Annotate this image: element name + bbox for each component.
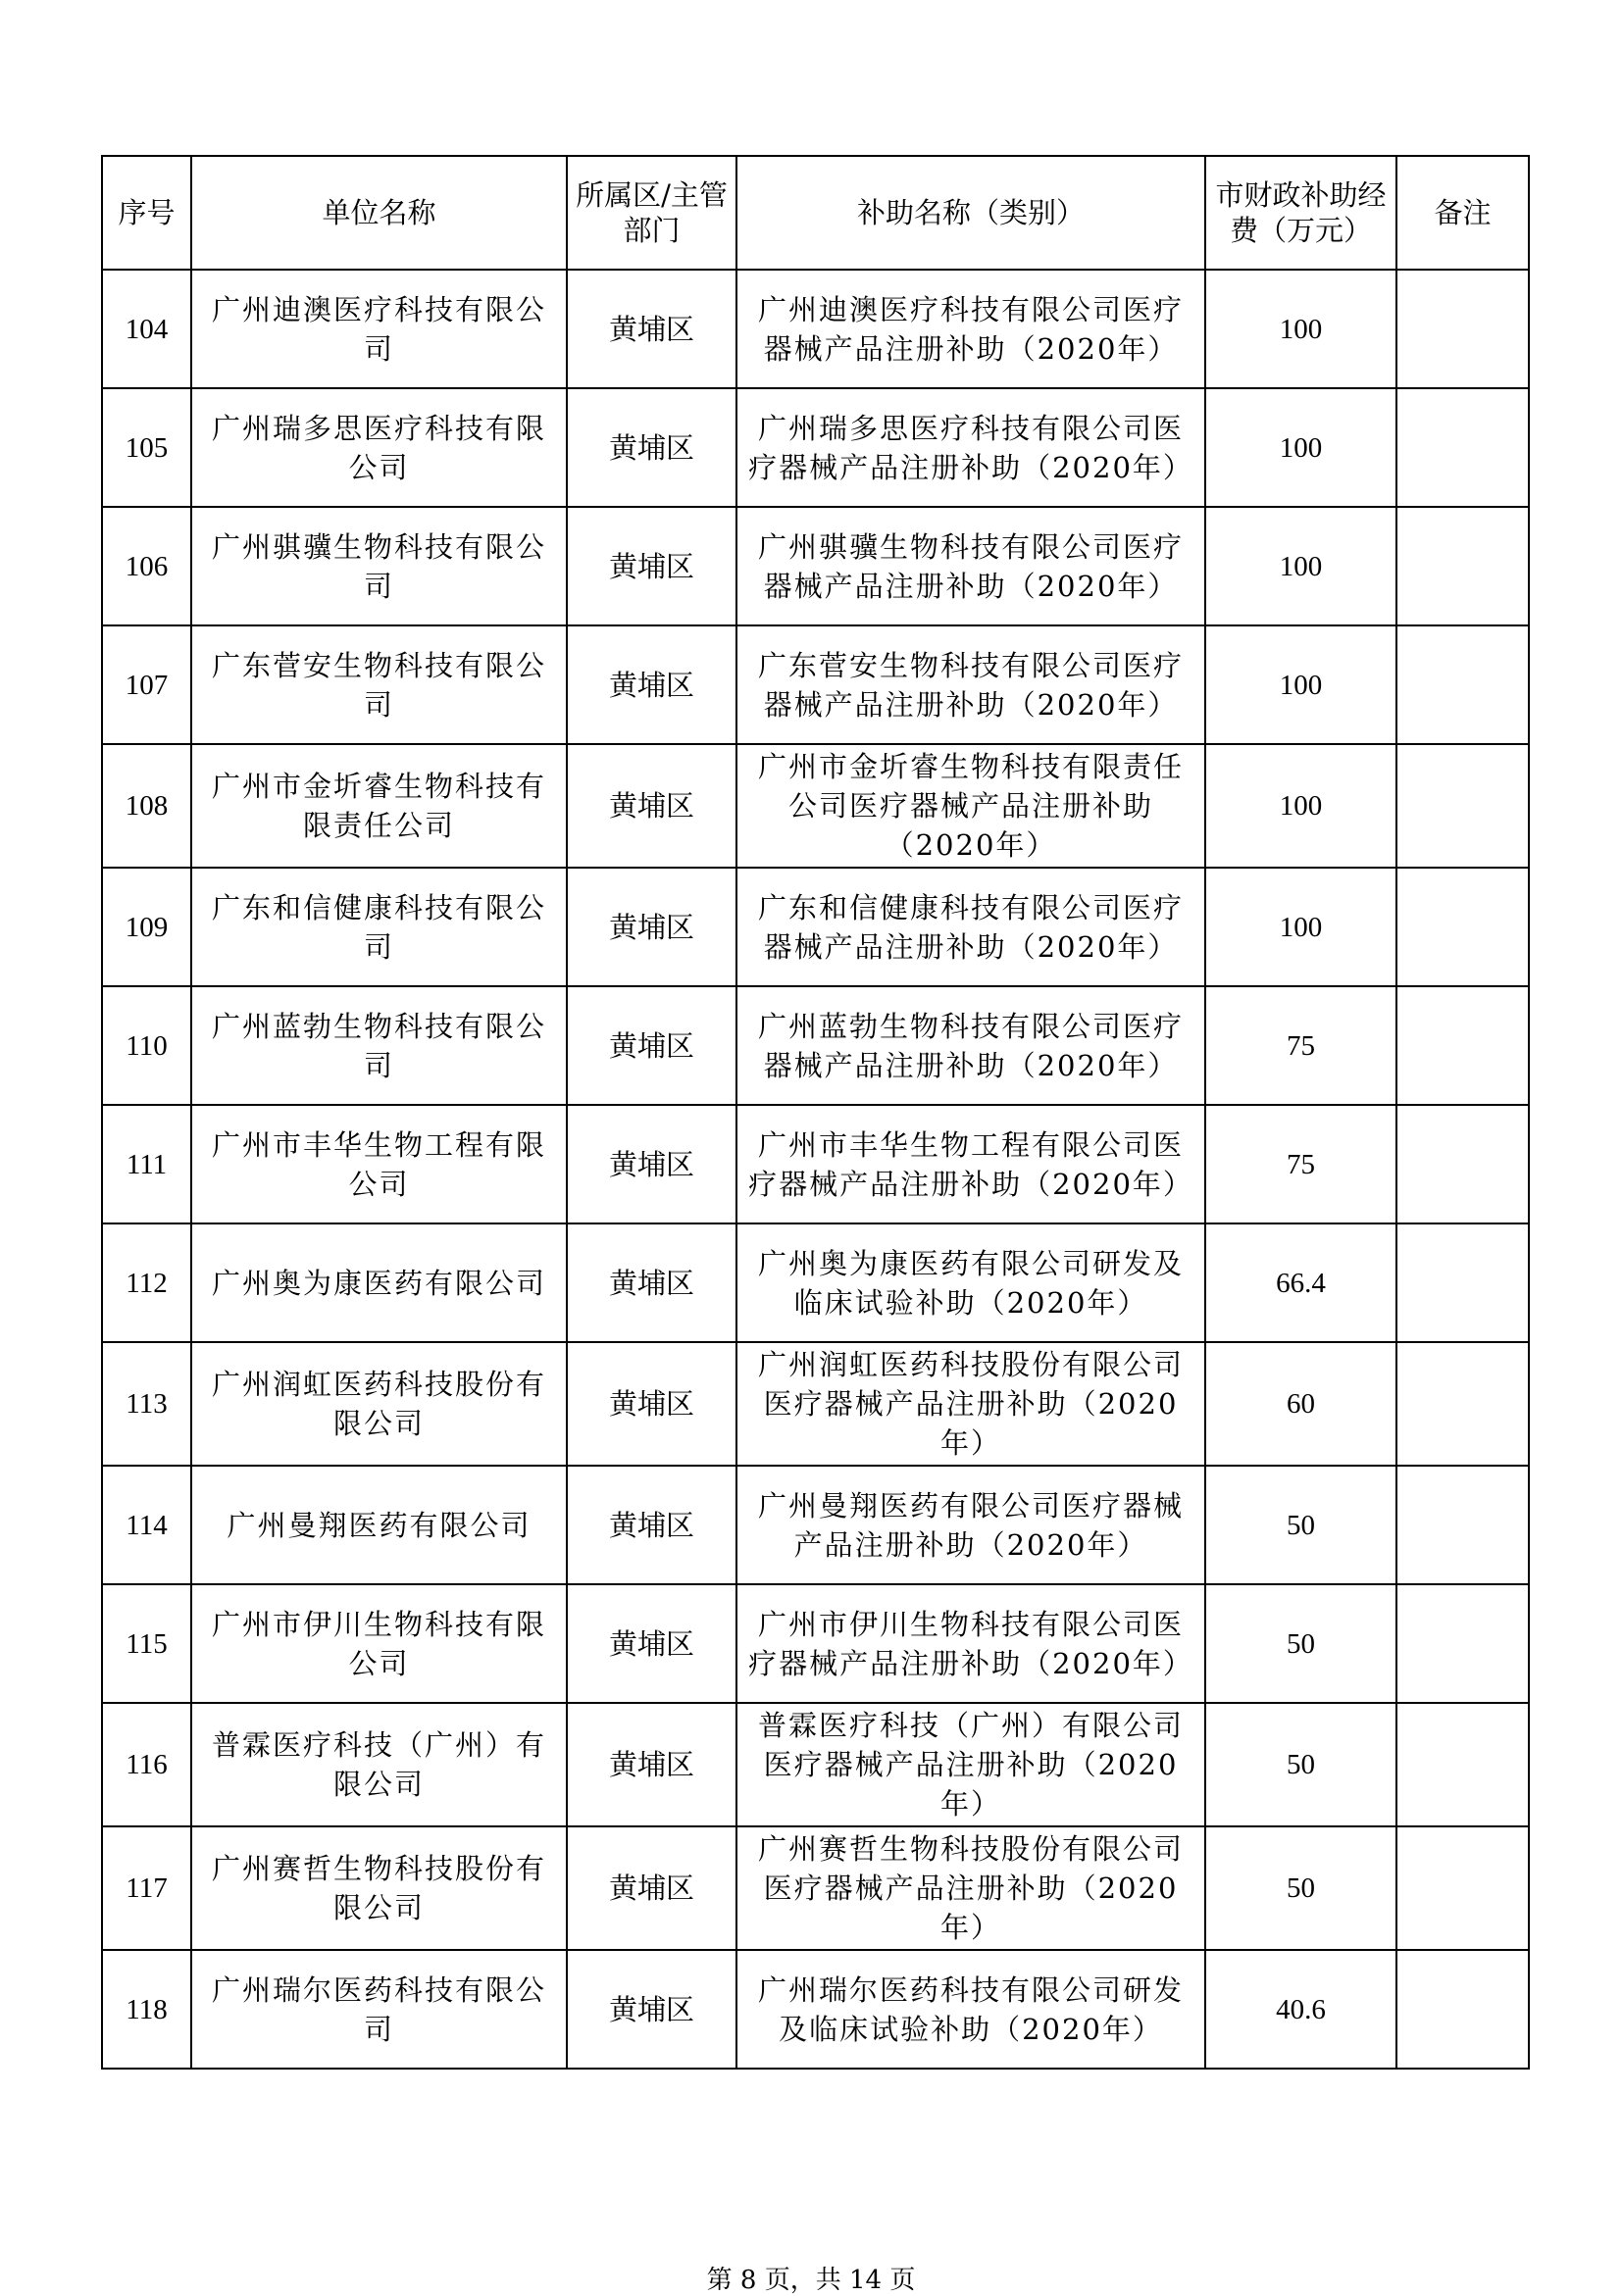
table-row (102, 744, 1529, 868)
cell-district: 黄埔区 (567, 625, 736, 744)
table-row (102, 388, 1529, 507)
cell-remark (1396, 388, 1529, 507)
cell-district: 黄埔区 (567, 1584, 736, 1703)
cell-amount: 100 (1205, 388, 1396, 507)
cell-subsidy-name: 广州骐骥生物科技有限公司医疗器械产品注册补助（2020年） (736, 507, 1205, 625)
cell-unit: 广州奥为康医药有限公司 (191, 1223, 567, 1342)
header-amount: 市财政补助经费（万元） (1205, 156, 1396, 270)
cell-unit: 广东菅安生物科技有限公司 (191, 625, 567, 744)
cell-amount: 50 (1205, 1584, 1396, 1703)
table-row (102, 507, 1529, 625)
cell-seq: 110 (102, 986, 191, 1105)
cell-subsidy-name: 广州蓝勃生物科技有限公司医疗器械产品注册补助（2020年） (736, 986, 1205, 1105)
cell-amount: 75 (1205, 1105, 1396, 1223)
subsidy-table (101, 155, 1530, 2070)
cell-district: 黄埔区 (567, 744, 736, 868)
cell-remark (1396, 1223, 1529, 1342)
table-row (102, 1223, 1529, 1342)
cell-district: 黄埔区 (567, 1950, 736, 2069)
cell-district: 黄埔区 (567, 1466, 736, 1584)
cell-unit: 广州骐骥生物科技有限公司 (191, 507, 567, 625)
cell-unit: 广州迪澳医疗科技有限公司 (191, 270, 567, 388)
cell-amount: 50 (1205, 1826, 1396, 1950)
cell-remark (1396, 270, 1529, 388)
header-district: 所属区/主管部门 (567, 156, 736, 270)
page-number-footer: 第 8 页，共 14 页 (706, 2266, 916, 2295)
cell-amount: 66.4 (1205, 1223, 1396, 1342)
cell-remark (1396, 1105, 1529, 1223)
table-row (102, 868, 1529, 986)
cell-amount: 100 (1205, 625, 1396, 744)
cell-subsidy-name: 广东菅安生物科技有限公司医疗器械产品注册补助（2020年） (736, 625, 1205, 744)
cell-remark (1396, 868, 1529, 986)
cell-amount: 75 (1205, 986, 1396, 1105)
cell-unit: 广州市金圻睿生物科技有限责任公司 (191, 744, 567, 868)
cell-subsidy-name: 普霖医疗科技（广州）有限公司医疗器械产品注册补助（2020年） (736, 1703, 1205, 1826)
cell-subsidy-name: 广东和信健康科技有限公司医疗器械产品注册补助（2020年） (736, 868, 1205, 986)
cell-unit: 广州赛哲生物科技股份有限公司 (191, 1826, 567, 1950)
cell-remark (1396, 1584, 1529, 1703)
table-row (102, 1342, 1529, 1466)
cell-seq: 114 (102, 1466, 191, 1584)
cell-district: 黄埔区 (567, 868, 736, 986)
cell-amount: 50 (1205, 1466, 1396, 1584)
header-unit: 单位名称 (191, 156, 567, 270)
cell-unit: 广州市伊川生物科技有限公司 (191, 1584, 567, 1703)
cell-seq: 113 (102, 1342, 191, 1466)
cell-subsidy-name: 广州赛哲生物科技股份有限公司医疗器械产品注册补助（2020年） (736, 1826, 1205, 1950)
cell-amount: 100 (1205, 507, 1396, 625)
cell-subsidy-name: 广州迪澳医疗科技有限公司医疗器械产品注册补助（2020年） (736, 270, 1205, 388)
header-subsidy-name: 补助名称（类别） (736, 156, 1205, 270)
cell-subsidy-name: 广州奥为康医药有限公司研发及临床试验补助（2020年） (736, 1223, 1205, 1342)
cell-district: 黄埔区 (567, 388, 736, 507)
header-row (102, 156, 1529, 270)
header-remark: 备注 (1396, 156, 1529, 270)
cell-district: 黄埔区 (567, 1223, 736, 1342)
cell-amount: 100 (1205, 270, 1396, 388)
table-row (102, 986, 1529, 1105)
cell-subsidy-name: 广州曼翔医药有限公司医疗器械产品注册补助（2020年） (736, 1466, 1205, 1584)
cell-subsidy-name: 广州市伊川生物科技有限公司医疗器械产品注册补助（2020年） (736, 1584, 1205, 1703)
cell-seq: 108 (102, 744, 191, 868)
cell-unit: 广州蓝勃生物科技有限公司 (191, 986, 567, 1105)
table-row (102, 1466, 1529, 1584)
cell-seq: 118 (102, 1950, 191, 2069)
cell-subsidy-name: 广州瑞多思医疗科技有限公司医疗器械产品注册补助（2020年） (736, 388, 1205, 507)
cell-amount: 40.6 (1205, 1950, 1396, 2069)
cell-seq: 111 (102, 1105, 191, 1223)
cell-subsidy-name: 广州瑞尔医药科技有限公司研发及临床试验补助（2020年） (736, 1950, 1205, 2069)
cell-district: 黄埔区 (567, 1342, 736, 1466)
cell-seq: 115 (102, 1584, 191, 1703)
cell-district: 黄埔区 (567, 986, 736, 1105)
cell-subsidy-name: 广州市丰华生物工程有限公司医疗器械产品注册补助（2020年） (736, 1105, 1205, 1223)
cell-remark (1396, 744, 1529, 868)
cell-unit: 广州瑞多思医疗科技有限公司 (191, 388, 567, 507)
cell-district: 黄埔区 (567, 1826, 736, 1950)
table-body (102, 270, 1529, 2069)
cell-amount: 100 (1205, 868, 1396, 986)
table-header (102, 156, 1529, 270)
cell-unit: 广州市丰华生物工程有限公司 (191, 1105, 567, 1223)
cell-unit: 广州瑞尔医药科技有限公司 (191, 1950, 567, 2069)
cell-unit: 广东和信健康科技有限公司 (191, 868, 567, 986)
cell-seq: 112 (102, 1223, 191, 1342)
cell-district: 黄埔区 (567, 270, 736, 388)
cell-district: 黄埔区 (567, 507, 736, 625)
header-seq: 序号 (102, 156, 191, 270)
cell-amount: 60 (1205, 1342, 1396, 1466)
table-row (102, 1703, 1529, 1826)
cell-remark (1396, 1703, 1529, 1826)
cell-remark (1396, 507, 1529, 625)
cell-unit: 广州润虹医药科技股份有限公司 (191, 1342, 567, 1466)
cell-remark (1396, 1826, 1529, 1950)
table-row (102, 625, 1529, 744)
table-row (102, 1826, 1529, 1950)
cell-seq: 104 (102, 270, 191, 388)
cell-remark (1396, 986, 1529, 1105)
table-row (102, 1105, 1529, 1223)
table-row (102, 1584, 1529, 1703)
cell-remark (1396, 625, 1529, 744)
table-row (102, 1950, 1529, 2069)
cell-seq: 117 (102, 1826, 191, 1950)
cell-seq: 105 (102, 388, 191, 507)
cell-unit: 广州曼翔医药有限公司 (191, 1466, 567, 1584)
cell-seq: 107 (102, 625, 191, 744)
cell-remark (1396, 1342, 1529, 1466)
cell-seq: 109 (102, 868, 191, 986)
cell-unit: 普霖医疗科技（广州）有限公司 (191, 1703, 567, 1826)
cell-seq: 106 (102, 507, 191, 625)
cell-district: 黄埔区 (567, 1105, 736, 1223)
cell-subsidy-name: 广州润虹医药科技股份有限公司医疗器械产品注册补助（2020年） (736, 1342, 1205, 1466)
cell-amount: 50 (1205, 1703, 1396, 1826)
cell-subsidy-name: 广州市金圻睿生物科技有限责任公司医疗器械产品注册补助（2020年） (736, 744, 1205, 868)
table-row (102, 270, 1529, 388)
cell-remark (1396, 1466, 1529, 1584)
cell-seq: 116 (102, 1703, 191, 1826)
cell-amount: 100 (1205, 744, 1396, 868)
cell-district: 黄埔区 (567, 1703, 736, 1826)
cell-remark (1396, 1950, 1529, 2069)
